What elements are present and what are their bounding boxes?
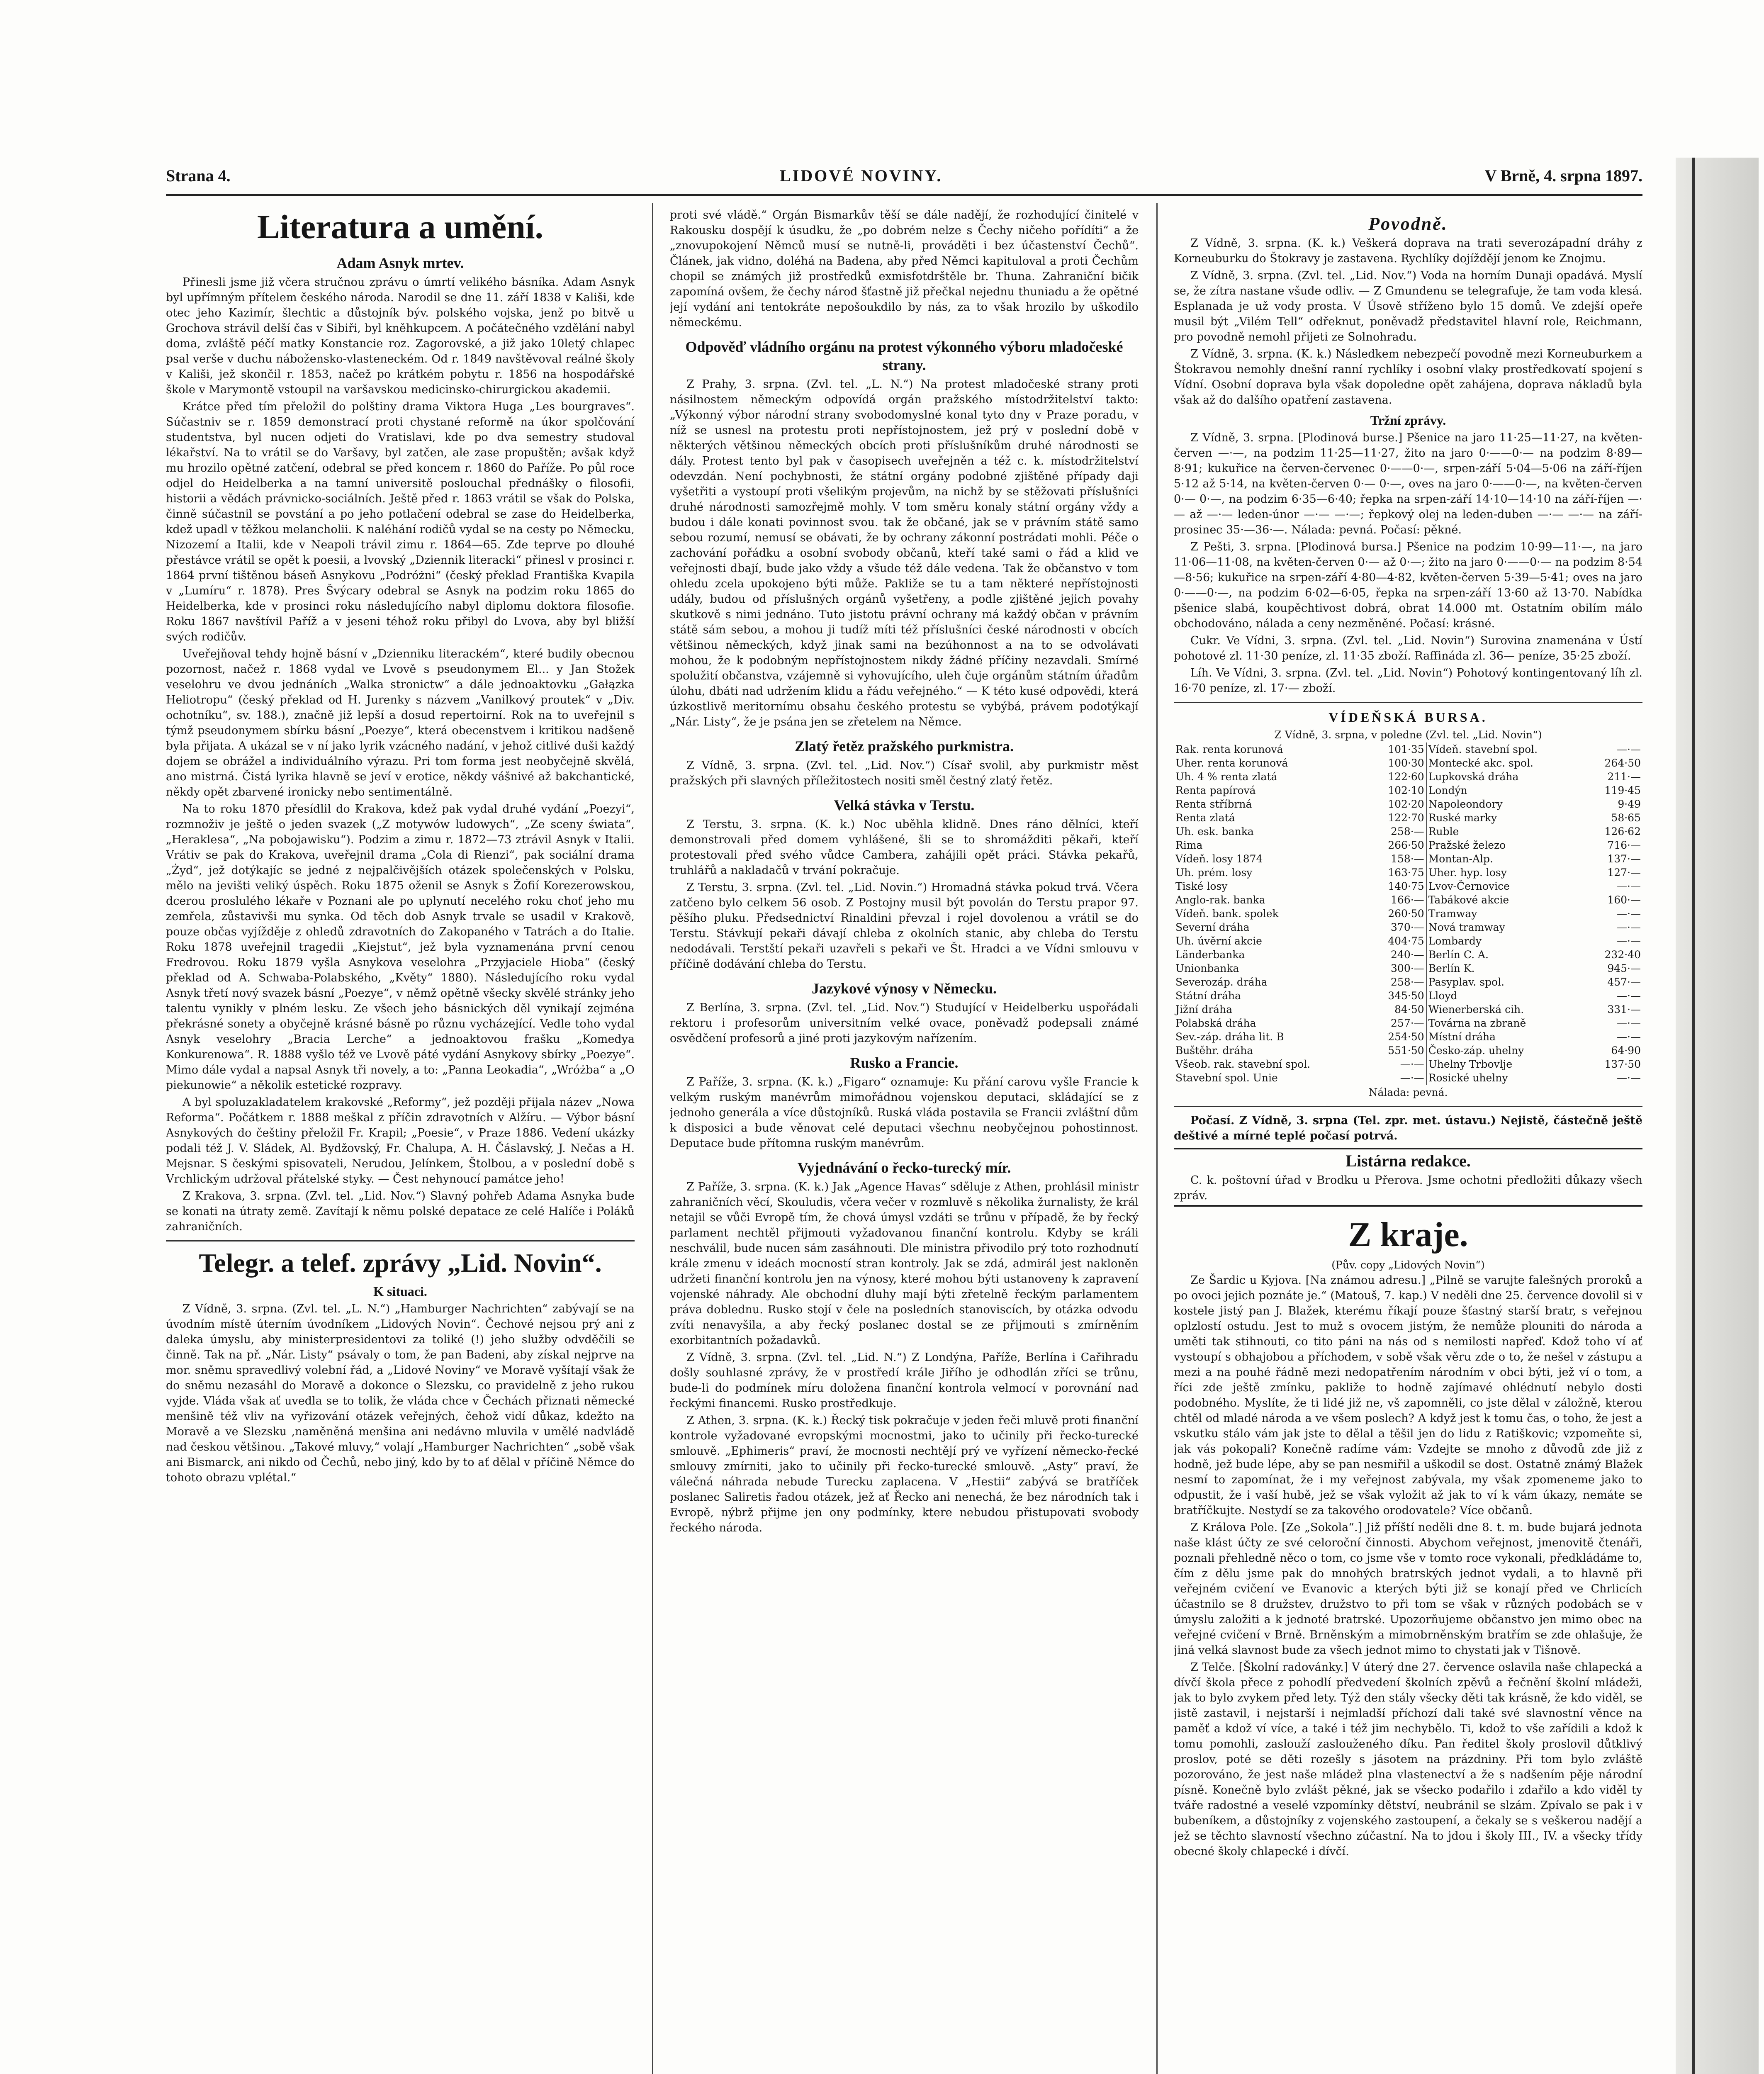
bourse-row: [1174, 962, 1642, 975]
article-title: Zlatý řetěz pražského purkmistra.: [795, 738, 1014, 755]
bourse-price: 137·50: [1604, 1058, 1641, 1070]
bourse-security-name: Uh. prém. losy: [1175, 867, 1253, 879]
bourse-price: 163·75: [1370, 866, 1426, 879]
bourse-row: [1174, 866, 1642, 879]
section-heading-telegrams: Telegr. a telef. zprávy „Lid. Novin“.: [199, 1248, 602, 1278]
bourse-price: 945·—: [1607, 962, 1641, 974]
article-paragraph: Z Krakova, 3. srpna. (Zvl. tel. „Lid. Nov.“) Slavný pohřeb Adama Asnyka bude se konati na útraty země. Zavítají k němu polské depatace ze celé Halíče i Poláků zahraničních.: [166, 1190, 635, 1233]
bourse-security-name: Tramway: [1428, 908, 1477, 920]
bourse-row: [1174, 920, 1642, 934]
bourse-security-name: Lvov-Černovice: [1428, 880, 1510, 892]
article-paragraph: C. k. poštovní úřad v Brodku u Přerova. Jsme ochotni předložiti důkazy všech zpráv.: [1174, 1174, 1642, 1202]
article-paragraph: Z Vídně, 3. srpna. [Plodinová burse.] Pšenice na jaro 11·25—11·27, na květen-červen —·—, na podzim 11·25—11·27, žito na jaro 0·——0·— na podzim 8·89—8·91; kukuřice na červen-červenec 0·——0·—, srpen-září 5·04—5·06 na září-říjen 5·12 až 5·14, na květen-červen 0·— 0·—, oves na jaro 0·——0·—, na květen-červen 0·— 0·—, na podzim 6·35—6·40; řepka na srpen-září 14·10—14·10 na září-říjen —·— až —·— leden-únor —·— —·—; řepkový olej na leden-duben —·— —·— na září-prosinec 35·—36·—. Nálada: pevná. Počasí: pěkné.: [1174, 431, 1642, 536]
bourse-security-name: Renta stříbrná: [1175, 798, 1252, 810]
bourse-security-name: Montan-Alp.: [1428, 853, 1493, 865]
bourse-security-name: Ruské marky: [1428, 812, 1497, 824]
section-subtitle: (Pův. copy „Lidových Novin“): [1331, 1259, 1485, 1271]
bourse-security-name: Polabská dráha: [1175, 1017, 1256, 1029]
divider: [1174, 702, 1642, 703]
section-heading-literature: Literatura a umění.: [257, 208, 544, 246]
article-title-asnyk: Adam Asnyk mrtev.: [336, 255, 464, 271]
column-separator: [652, 203, 653, 2074]
bourse-price: 254·50: [1370, 1030, 1426, 1044]
article-paragraph: Z Vídně, 3. srpna. (Zvl. tel. „L. N.“) „Hamburger Nachrichten“ zabývají se na úvodním místě úterním úvodníkem „Lidových Novin“. Čechové nejsou prý ani z daleka úmyslu, aby ministerpresidentovi za toliké (!) jeho služby odvděčili se činně. Tak na př. „Nár. Listy“ psávaly o tom, že pan Badeni, aby získal nejprve na mor. sněmu spravedlivý volební řád, a „Lidové Noviny“ ve Moravě vyšítají však že do sněmu nezasáhl do Moravě a dokonce o Slezsku, co pravidelně z jeho rukou vyjde. Vláda však ať uvedla se to tolik, že vláda chce v Čechách přiznati německé menšině též vliv na vyřizování otázek veřejných, čehož vidí důkaz, kdežto na Moravě a ve Slezsku ,naměněná menšina ani nedávno mluvila v umělé nadvládě nad českou většinou. „Takové mluvy,“ volají „Hamburger Nachrichten“ „sobě však ani Bismarck, ani nikdo od Čechů, nebo jiný, kdo by to ať dělal v příčině Němce do tohoto obrazu vplétal.“: [166, 1302, 635, 1484]
bourse-security-name: Montecké akc. spol.: [1428, 757, 1533, 769]
bourse-security-name: Státní dráha: [1175, 990, 1241, 1002]
bourse-price: —·—: [1617, 990, 1641, 1002]
bourse-security-name: Uher. hyp. losy: [1428, 867, 1507, 879]
bourse-security-name: Vídeň. stavební spol.: [1428, 743, 1538, 755]
bourse-security-name: Renta zlatá: [1175, 812, 1235, 824]
bourse-row: [1174, 948, 1642, 962]
bourse-security-name: Továrna na zbraně: [1428, 1017, 1526, 1029]
bourse-price: 331·—: [1607, 1003, 1641, 1015]
article-subtitle: K situaci.: [373, 1284, 427, 1299]
bourse-price: 122·60: [1370, 770, 1426, 784]
article-paragraph: Z Vídně, 3. srpna. (K. k.) Veškerá doprava na trati severozápadní dráhy z Korneuburku do Štokravy je zastavena. Rychlíky dojíždějí jenom ke Znojmu.: [1174, 237, 1642, 265]
bourse-price: —·—: [1370, 1057, 1426, 1071]
page-number: Strana 4.: [166, 166, 231, 185]
article-paragraph: Z Paříže, 3. srpna. (K. k.) „Figaro“ oznamuje: Ku přání carovu vyšle Francie k velkým ruským manévrům mimořádnou vojenskou deputaci, skládající se z jednoho generála a více důstojníků. Ruská vláda postavila se Francii zvláštní dům k disposici a bude věnovat celé deputaci všechnu neobyčejnou pohostinnost. Deputace bude přítomna ruským manévrům.: [670, 1076, 1139, 1150]
bourse-price: 122·70: [1370, 811, 1426, 825]
bourse-price: —·—: [1617, 1017, 1641, 1029]
article-paragraph: Z Králova Pole. [Ze „Sokola“.] Již příští neděli dne 8. t. m. bude bujará jednota naše klást účty ze své celoroční činnosti. Abychom veřejnost, jmenovitě čtenáři, poznali přehledně něco o tom, co jsme vše v tomto roce vykonali, předkládáme to, čím z dělu jsme pak do mnohých bratrských jednot vydali, a to hlavně při veřejném cvičení ve Evanovic a kterých býti již se konají před ve Chrlicích účastnilo se 8 družstev, družstvo to při tom se však v různých podobách se v úmyslu založiti a k jednoté bratrské. Upozorňujeme občanstvo jen mimo obec na veřejné cvičení v Brně. Brněnským a mimobrněnským bratřím se zde ohlašuje, že jiná velká slavnost bude za všech jednot mimo to chystati jak v Tišnově.: [1174, 1521, 1642, 1657]
bourse-security-name: Ruble: [1428, 825, 1459, 837]
bourse-price: —·—: [1370, 1071, 1426, 1085]
bourse-row: [1174, 770, 1642, 784]
bourse-security-name: Rima: [1175, 839, 1203, 851]
divider: [1174, 1106, 1642, 1107]
article-paragraph: Z Vídně, 3. srpna. (Zvl. tel. „Lid. N.“) Z Londýna, Paříže, Berlína i Cařihradu došly souhlasné zprávy, že v prostředí krále Jiřího je odhodlán zříci se trůnu, bude-li do podmínek míru doložena finanční kontrola velmocí v porovnání nad řeckými financemi. Rusko prostředkuje.: [670, 1351, 1139, 1410]
bourse-security-name: Uher. renta korunová: [1175, 757, 1288, 769]
bourse-security-name: Uh. 4 % renta zlatá: [1175, 771, 1277, 783]
article-paragraph: Uveřejňoval tehdy hojně básní v „Dzienniku literackém“, které budily obecnou pozornost, načež r. 1868 vydal ve Lvově s pseudonymem El... y Jan Stožek veselohru ve dvou jednáních „Walka stronictw“ a dále jednoaktovku „Gałązka Heliotropu“ (český překlad od H. Jurenky s názvem „Vanilkový proutek“ v „Div. ochotníku“, sv. 188.), značně již lepší a dosud repertoirní. Rok na to uveřejnil s týmž pseudonymem sbírku básní „Poezye“, která obecenstvem i kritikou nadšeně byla přijata. A ukázal se v ní jako lyrik vzácného nadání, v jehož citlivé duši každý dojem se obrážel a individuálního výrazu. Pri tom forma jest neobyčejně skvělá, ano mistrná. Čistá lyrika hlavně se jeví v erotice, někdy vášnivé až bakchantické, někdy opět zbarvené ironicky nebo sentimentálně.: [166, 648, 635, 798]
bourse-security-name: Vídeň. bank. spolek: [1175, 908, 1279, 920]
bourse-price: 9·49: [1618, 798, 1641, 810]
bourse-price: 166·—: [1370, 893, 1426, 907]
bourse-price: —·—: [1617, 921, 1641, 933]
bourse-price: 258·—: [1370, 825, 1426, 838]
bourse-security-name: Pražské železo: [1428, 839, 1506, 851]
bourse-security-name: Všeob. rak. stavební spol.: [1175, 1058, 1311, 1070]
weather-report: Počasí. Z Vídně, 3. srpna (Tel. zpr. met. ústavu.) Nejistě, částečně ještě deštivé a mírné teplé počasí potrvá.: [1174, 1114, 1642, 1142]
bourse-security-name: Uh. esk. banka: [1175, 825, 1254, 837]
bourse-security-name: Renta papírová: [1175, 784, 1256, 796]
editorial-box: [1174, 1148, 1642, 1207]
bourse-security-name: Londýn: [1428, 784, 1467, 796]
article-title: Velká stávka v Terstu.: [834, 797, 975, 813]
bourse-price: 140·75: [1370, 879, 1426, 893]
article-title-editorial: Listárna redakce.: [1346, 1151, 1471, 1170]
newspaper-title: LIDOVÉ NOVINY.: [780, 166, 943, 185]
bourse-row: [1174, 1030, 1642, 1044]
article-paragraph: Z Vídně, 3. srpna. (Zvl. tel. „Lid. Nov.“) Voda na horním Dunaji opadává. Myslí se, že zítra nastane všude odliv. — Z Gmundenu se telegrafuje, že tam voda klesá. Esplanada je už vody prosta. V Úsově stříženo bylo 15 domů. Ve zdejší opeře musil být „Vilém Tell“ odřeknut, poněvadž představitel hlavní role, Reichmann, pro povodně nemohl přijeti ze Solnohradu.: [1174, 269, 1642, 343]
bourse-price: 266·50: [1370, 838, 1426, 852]
bourse-security-name: Uhelny Trbovlje: [1428, 1058, 1513, 1070]
bourse-security-name: Sev.-záp. dráha lit. B: [1175, 1031, 1284, 1043]
bourse-price: 257·—: [1370, 1016, 1426, 1030]
bourse-security-name: Wienerberská cih.: [1428, 1003, 1524, 1015]
bourse-security-name: Uh. úvěrní akcie: [1175, 935, 1262, 947]
article-paragraph: Z Pešti, 3. srpna. [Plodinová bursa.] Pšenice na podzim 10·99—11·—, na jaro 11·06—11·08, na květen-červen 0·— až 0·—; žito na jaro 0·——0·— na podzim 8·54—8·56; kukuřice na srpen-září 4·80—4·82, květen-červen 5·39—5·41; oves na jaro 0·——0·—, na podzim 6·02—6·05, řepka na srpen-září 13·60 až 13·70. Nabídka pšenice slabá, koupěchtivost dobrá, obrat 14.000 mt. Ostatním obilím málo obchodováno, nálada a ceny nezměněné. Počasí: krásné.: [1174, 540, 1642, 630]
article-title: Vyjednávání o řecko-turecký mír.: [797, 1159, 1011, 1176]
bourse-security-name: Severozáp. dráha: [1175, 976, 1268, 988]
bourse-security-name: Napoleondory: [1428, 798, 1503, 810]
newspaper-page: [166, 162, 1642, 2074]
bourse-row: [1174, 1044, 1642, 1057]
bourse-row: [1174, 852, 1642, 866]
bourse-price: —·—: [1617, 880, 1641, 892]
bourse-price: 58·65: [1611, 812, 1641, 824]
bourse-price: 300·—: [1370, 962, 1426, 975]
column-3: [1174, 207, 1642, 2074]
bourse-security-name: Länderbanka: [1175, 949, 1245, 961]
bourse-price: 370·—: [1370, 920, 1426, 934]
bourse-row: [1174, 825, 1642, 838]
article-paragraph: Z Prahy, 3. srpna. (Zvl. tel. „L. N.“) Na protest mladočeské strany proti násilnostem německým odpovídá orgán pražského místodržitelství takto: „Výkonný výbor národní strany svobodomyslné konal tyto dny v Praze poradu, v níž se usnesl na protestu proti nepřístojnostem, jež prý v poslední době v některých většinou německých obcích proti příslušníkům druhé národnosti se dály. Protest tento byl pak v časopisech uveřejněn a též c. k. místodržitelství odevzdán. Není pochybnosti, že státní orgány podobné zjištěné případy daji vyšetřiti a vystoupí proti všelikým projevům, na nichž by se stěžovati příslušníci druhé národnosti samozřejmě mohly. V tom směru konaly státní orgány vždy a budou i dále konati povinnost svou. tak že občané, jak se v právním státě samo sebou rozumí, nemusí se obávati, že by ochrany zákonní postrádati mohli. Péče o zachování pořádku a osobní svobody občanů, kteří také sami o řád a klid ve veřejnosti dbají, bude jako vždy a všude též dále vedena. Tak že občanstvo v tom ohledu zcela upokojeno býti může. Pakliže se tu a tam některé nepřístojnosti udály, budou od příslušných orgánů vyšetřeny, a podle zjištěné jejich povahy skutkově s nimi jednáno. Tuto jistotu právní ochrany má každý občan v právním státě sám sebou, a mohou ji tudíž míti též příslušníci české národnosti v obcích většinou německých, když jinak sami na bezúhonnost a na to se odvolávati mohou, že k podobným nepřístojnostem nikdy žádné příčiny nezavdali. Smírné spolužití občanstva, vzájemně si vyhovujícího, uleh čuje orgánům státním úřadům úlohu, dbáti nad udržením klidu a řádu veřejného.“ — K této kusé odpovědi, která úzkostlivě meritornímu obsahu českého protestu se vybýbá, právem podotýkají „Nár. Listy“, že je psána jen se zřetelem na Němce.: [670, 378, 1139, 728]
article-title-floods: Povodně.: [1368, 214, 1448, 234]
bourse-price: 84·50: [1370, 1003, 1426, 1016]
bourse-security-name: Rosické uhelny: [1428, 1072, 1508, 1084]
article-title-bourse: VÍDEŇSKÁ BURSA.: [1328, 710, 1488, 725]
article-title: Odpověď vládního orgánu na protest výkonného výboru mladočeské strany.: [685, 338, 1123, 373]
bourse-price: —·—: [1617, 743, 1641, 755]
bourse-security-name: Vídeň. losy 1874: [1175, 853, 1263, 865]
bourse-price: 102·20: [1370, 797, 1426, 811]
bourse-price: —·—: [1617, 935, 1641, 947]
masthead-rule: [166, 194, 1642, 196]
section-heading-region: Z kraje.: [1348, 1215, 1468, 1254]
bourse-row: [1174, 838, 1642, 852]
bourse-security-name: Buštěhr. dráha: [1175, 1044, 1253, 1056]
bourse-price: 64·90: [1611, 1044, 1641, 1056]
column-1: [166, 207, 635, 2074]
bourse-price: 127·—: [1607, 867, 1641, 879]
bourse-row: [1174, 797, 1642, 811]
bourse-row: [1174, 975, 1642, 989]
bourse-price: 716·—: [1607, 839, 1641, 851]
bourse-security-name: Lloyd: [1428, 990, 1457, 1002]
bourse-security-name: Anglo-rak. banka: [1175, 894, 1265, 906]
article-paragraph: Z Vídně, 3. srpna. (K. k.) Následkem nebezpečí povodně mezi Korneuburkem a Štokravou nemohly dnešní ranní rychlíky i osobní vlaky prostředkovatí spojení s Vídní. Osobní doprava byla však dopoledne opět zahájena, doprava nákladů byla však až do dalšího opatření zastavena.: [1174, 348, 1642, 407]
bourse-price: 137·—: [1607, 853, 1641, 865]
article-paragraph: Ze Šardic u Kyjova. [Na známou adresu.] „Pilně se varujte falešných proroků a po ovoci jejich poznáte je.“ (Matouš, 7. kap.) V neděli dne 25. července dovolil si v kostele jistý pan J. Blažek, kterému říkají pouze šťastný starší bratr, s veřejnou oplzlostí ostudu. Jest to muž s ovocem jistým, že nemůže plouniti do národa a uměti tak stihnouti, co tito páni na nás od s nemilosti napřeď. Kdož toho ví ať vystoupí s obhajobou a příchodem, v sobě však věru zde o to, že nešel v zástupu a mezi a na pouhé řádně mezi nedopatřením národním v obci býti, jež ví o tom, a říci zde ještě zmínku, pakliže to hodně zajímavé ohlédnutí nebylo dosti podobného. Myslíte, že ti lidé již ne, vš zapomněli, co jste dělal v záložně, kterou chtěl od mladé národa a ve všem poslech? A když jest k tomu čas, o toho, že jest a vskutku stálo vám jak jste to dělal a těšil jen do lidu z Ratiškovic; vzpomeňte si, jak vás pokopali? Konečně radíme vám: Vzdejte se mnoho z důvodů zde již z hodně, jež bude lépe, aby se pan nesmiřil a uškodil se dost. Ostatně známý Blažek nesmí to zapomínat, že i my veřejnost zabývala, my však zpomeneme jako to odpustit, že i vaší hubě, jež se však vyložit až jak to ví k vám úkazy, nemáte se bratříčkujte. Nestydí se za takového orodovatele? Více občanů.: [1174, 1274, 1642, 1517]
article-title-market: Tržní zprávy.: [1370, 413, 1446, 428]
bourse-row: [1174, 756, 1642, 770]
bourse-table: [1174, 742, 1642, 1085]
bourse-price: 100·30: [1370, 756, 1426, 770]
article-paragraph: Z Paříže, 3. srpna. (K. k.) Jak „Agence Havas“ sděluje z Athen, prohlásil ministr zahraničních věcí, Skouludis, včera večer v rozmluvě s několika žurnalisty, že král netajil se vůči Evropě tím, že chová úmysl vzdáti se trůnu v případě, že by řecký parlament nechtěl přijmouti vyžadovanou finanční kontrolu. Kdyby se králi neschválil, bude nucen sám zasáhnouti. Dle ministra přivodilo prý toto rozhodnutí krále zmenu v ideách mocností stran kontroly. Jak se zdá, admirál jest nakloněn udržeti finanční kontrolu jen na výnosy, které mohou býti ustanoveny k zapravení vojenské náhrady. Ale obchodní dluhy mají býti zřetelně řeckým parlamentem práva doblednu. Rusko stojí v čele na posledních stanoviscích, by otázka odvodu zvíti nenavyšila, a aby řecký poslanec dostal se ze přijmouti s zmírněním exorbitantních požadavků.: [670, 1181, 1139, 1347]
article-title: Rusko a Francie.: [850, 1054, 959, 1071]
bourse-security-name: Rak. renta korunová: [1175, 743, 1283, 755]
bourse-price: 158·—: [1370, 852, 1426, 866]
bourse-price: 264·50: [1604, 757, 1641, 769]
bourse-price: —·—: [1617, 908, 1641, 920]
bourse-security-name: Místní dráha: [1428, 1031, 1496, 1043]
bourse-price: 345·50: [1370, 989, 1426, 1003]
column-separator: [1156, 203, 1158, 2074]
bourse-security-name: Nová tramway: [1428, 921, 1505, 933]
article-paragraph: Cukr. Ve Vídni, 3. srpna. (Zvl. tel. „Lid. Novin“) Surovina znamenána v Ústí pohotové zl. 11·30 peníze, zl. 11·35 zboží. Raffináda zl. 36— peníze, 35·25 zboží.: [1174, 634, 1642, 662]
bourse-price: 551·50: [1370, 1044, 1426, 1057]
bourse-security-name: Lombardy: [1428, 935, 1482, 947]
article-paragraph: Z Berlína, 3. srpna. (Zvl. tel. „Lid. Nov.“) Studující v Heidelberku uspořádali rektoru i profesorům universitním velké ovace, poněvadž podepsali známé osvědčení profesorů a jiné proti jazykovým nařízením.: [670, 1001, 1139, 1045]
article-paragraph: proti své vládě.“ Orgán Bismarkův těší se dále nadějí, že rozhodující činitelé v Rakousku dospějí k úsudku, že „po dobrém nelze s Čechy ničeho pořídíti“ a že „znovupokojení Němců musí se nutně-li, prováděti i bez účastenství Čechů“. Článek, jak vidno, doléhá na Badena, aby před Němci kapituloval a proti Čechům chopil se známých již prostředků exmisfotdrštěle br. Thuna. Zahraniční bičik zapomíná ovšem, že čechy národ šťastně již přečkal nejednu thuniadu a že opětné její vydání ani tentokráte nepošoukdilo by nás, za to však hrozilo by uškodilo německému.: [670, 209, 1139, 329]
bourse-price: 260·50: [1370, 907, 1426, 920]
adjacent-page-edge: [1676, 158, 1759, 2074]
masthead: [166, 162, 1642, 191]
bourse-row: [1174, 934, 1642, 948]
bourse-price: 404·75: [1370, 934, 1426, 948]
bourse-price: 211·—: [1607, 771, 1641, 783]
article-paragraph: Z Terstu, 3. srpna. (K. k.) Noc uběhla klidně. Dnes ráno dělníci, kteří demonstrovali před domem vyhlášené, šli se to shromážditi pěkaři, kteří protestovali před svého vůdce Cambera, zahájili opět práci. Stávka pekařů, truhlářů a nakladačů v trvání pokračuje.: [670, 818, 1139, 877]
bourse-security-name: Severní dráha: [1175, 921, 1250, 933]
bourse-row: [1174, 1071, 1642, 1085]
bourse-price: 101·35: [1370, 742, 1426, 756]
article-paragraph: Krátce před tím přeložil do polštiny drama Viktora Huga „Les bourgraves“. Súčastniv se r. 1859 demonstrací proti chystané reformě na úkor spolčování studentstva, byl nucen odjeti do Vratislavi, kde po dva semestry studoval lékařství. Na to vrátil se do Varšavy, byl zatčen, ale zase propuštěn; avšak když mu hrozilo opětné zatčení, odebral se před koncem r. 1860 do Paříže. Po půl roce odjel do Heidelberka a na tamní universitě poslouchal přednášky o filosofii, historii a vědách právnicko-sociálních. Ještě před r. 1863 vrátil se však do Polska, činně súčastnil se povstání a po jeho potlačení odebral se zase do Heidelberka, kdež upadl v těžkou melancholii. K naléhání rodičů vydal se na cesty po Německu, Nizozemí a Italii, kde v Neapoli trávil zimu r. 1864—65. Zde teprve po dlouhé přestávce vrátil se opět k poesii, a lvovský „Dziennik literacki“ přinesl v prosinci r. 1864 první tištěnou báseň Asnykovu „Podróżni“ (český překlad Františka Kvapila v „Lumíru“ r. 1878). Pres Švýcary odebral se Asnyk na podzim roku 1865 do Heidelberka, kde v prosinci roku následujícího nabyl diplomu doktora filosofie. Roku 1867 navštívil Paříž a v jeseni téhož roku přibyl do Lvova, aby byl bližší svých rodičův.: [166, 400, 635, 643]
article-paragraph: Přinesli jsme již včera stručnou zprávu o úmrtí velikého básníka. Adam Asnyk byl upřímným přítelem českého národa. Narodil se dne 11. září 1838 v Kališi, kde otec jeho Kazimír, šlechtic a důstojník býv. polského vojska, jenž po bitvě u Grochova strávil delší čas v Sibiři, byl kněhkupcem. A počátečného vzdělání nabyl doma, zvláště péčí matky Konstancie roz. Zagorovské, a již jako 10letý chlapec psal verše v duchu nábožensko-vlasteneckém. Od r. 1849 navštěvoval reálné školy v Kališi, jež skončil r. 1853, načež po krátkém pobytu r. 1856 na hospodářské škole v Marymontě vstoupil na varšavskou medicinsko-chirurgickou akademii.: [166, 276, 635, 396]
bourse-price: 258·—: [1370, 975, 1426, 989]
bourse-row: [1174, 989, 1642, 1003]
bourse-security-name: Tiské losy: [1175, 880, 1228, 892]
bourse-row: [1174, 1003, 1642, 1016]
divider: [166, 1240, 635, 1241]
bourse-mood: Nálada: pevná.: [1368, 1086, 1448, 1098]
bourse-security-name: Tabákové akcie: [1428, 894, 1509, 906]
article-title: Jazykové výnosy v Německu.: [812, 980, 997, 997]
bourse-security-name: Jižní dráha: [1175, 1003, 1233, 1015]
bourse-row: [1174, 784, 1642, 797]
binding-line: [1692, 158, 1695, 2074]
bourse-row: [1174, 907, 1642, 920]
article-paragraph: A byl spoluzakladatelem krakovské „Reformy“, jež později přijala název „Nowa Reforma“. Počátkem r. 1888 meškal z příčin zdravotních v Alžíru. — Výbor básní Asnykových do češtiny přeložil Fr. Krapil; „Poesie“, v Praze 1886. Vedení ukázky podali též J. V. Sládek, Al. Bydžovský, Fr. Chalupa, A. H. Čáslavský, J. Nečas a H. Mejsnar. S českými spisovateli, Nerudou, Jelínkem, Štolbou, a v poslední době s Vrchlickým udržoval přátelské styky. — Čest nehynoucí památce jeho!: [166, 1096, 635, 1185]
article-paragraph: Z Terstu, 3. srpna. (Zvl. tel. „Lid. Novin.“) Hromadná stávka pokud trvá. Včera zatčeno bylo celkem 56 osob. Z Postojny musil být povolán do Terstu prapor 97. pěšího pluku. Předsednictví Rinaldini převzal i rojel dovolenou a vrátil se do Terstu. Stávkují pekaři dávají chleba z okolních stanic, aby chleba do Terstu nedodávali. Terstští pekaři uzavřeli s pekaři ve Št. Hradci a ve Vídni smlouvu v příčině dodávání chleba do Terstu.: [670, 881, 1139, 971]
bourse-price: 457·—: [1607, 976, 1641, 988]
bourse-price: 232·40: [1604, 949, 1641, 961]
column-2: [670, 207, 1139, 2074]
bourse-security-name: Pasyplav. spol.: [1428, 976, 1505, 988]
bourse-security-name: Unionbanka: [1175, 962, 1239, 974]
article-paragraph: Z Telče. [Školní radovánky.] V úterý dne 27. července oslavila naše chlapecká a dívčí škola přece z pohodlí předvedení školních zpěvů a řečnění školní mládeži, jak to bylo zvykem před lety. Týž den stály všecky děti tak krásně, že kdo viděl, se jistě zastavil, i nejstarší i nejmladší příchozí dali také své slavnostní věnce na paměť a kdož ví více, a také i též jim nechybělo. Ti, kdož to vše zařídili a kdož k tomu pomohli, zaslouží zaslouženého díku. Pan ředitel školy proslovil důtklivý proslov, poté se děti rozešly s jásotem na prázdniny. Při tom bylo zvláště pozorováno, že jest naše mládež plna vlastenectví a že s nadšením pěje národní písně. Konečně bylo zvlášt pěkné, jak se všecko podařilo i zdařilo a kdo viděl ty tváře radostné a veselé vzpomínky dětství, neubránil se slzám. Zpívalo se pak i v bubeníkem, a důstojníky z vojenského zastoupení, a čekaly se s veškerou nadějí a jež se těchto slavností všechno zúčastní. Na to jdou i školy III., IV. a všecky třídy obecné školy chlapecké i dívčí.: [1174, 1661, 1642, 1858]
bourse-row: [1174, 811, 1642, 825]
bourse-security-name: Česko-záp. uhelny: [1428, 1044, 1524, 1056]
bourse-row: [1174, 1057, 1642, 1071]
bourse-row: [1174, 893, 1642, 907]
bourse-security-name: Lupkovská dráha: [1428, 771, 1519, 783]
bourse-price: —·—: [1617, 1072, 1641, 1084]
bourse-security-name: Stavební spol. Unie: [1175, 1072, 1278, 1084]
article-paragraph: Líh. Ve Vídni, 3. srpna. (Zvl. tel. „Lid. Novin“) Pohotový kontingentovaný líh zl. 16·70 peníze, zl. 17·— zboží.: [1174, 667, 1642, 695]
bourse-security-name: Berlín K.: [1428, 962, 1475, 974]
bourse-subtitle: Z Vídně, 3. srpna, v poledne (Zvl. tel. „Lid. Novin“): [1274, 729, 1542, 741]
bourse-price: 160·—: [1607, 894, 1641, 906]
bourse-row: [1174, 1016, 1642, 1030]
bourse-price: —·—: [1617, 1031, 1641, 1043]
bourse-price: 126·62: [1604, 825, 1641, 837]
article-paragraph: Na to roku 1870 přesídlil do Krakova, kdež pak vydal druhé vydání „Poezyi“, rozmnoživ je ještě o jeden svazek („Z motywów ludowych“, „Ze sceny świata“, „Heraklesa“, „Na pobojawisku“). Podzim a zimu r. 1872—73 ztrávil Asnyk v Italii. Vrátiv se pak do Krakova, uveřejnil drama „Cola di Rienzi“, pak sociální drama „Żyd“, jež dotýkajíc se jedné z nejpalčivějších otázek společenských v Polsku, mělo na jevišti veliký úspěch. Roku 1875 oženil se Asnyk s Žofií Korezerowskou, dcerou proslulého lékaře v Poznani ale po uplynutí necelého roku choť jeho mu zemřela, zůstavivši mu synka. Od těch dob Asnyk trvale se usadil v Krakově, pouze občas vyjížděje z ohledů zdravotních do Zakopaného v Tatrách a do Italie. Roku 1878 uveřejnil tragedii „Kiejstut“, jež byla vyznamenána první cenou Fredrovou. Roku 1879 vyšla Asnykova veselohra „Przyjaciele Hioba“ (český překlad od A. Schwaba-Polabského, „Květy“ 1880). Následujícího roku vydal Asnyk třetí nový svazek básní „Poezye“, v němž opětně všecky skvělé stránky jeho talentu vynikly v plném lesku. Ze všech jeho básnických děl vynikají zejména překrásné sonety a obyčejně krásné básně po různu vycházející. Vedle toho vydal Asnyk veselohry „Bracia Lerche“ a jednoaktovou frašku „Komedya Konkurenowa“. R. 1888 vyšlo též ve Lvově páté vydání Asnykovy sbírky „Poezye“. Mimo dále vydal a napsal Asnyk tři novely, a to: „Panna Leokadia“, „Wróżba“ a „O piekunowie“ a několik estetické rozpravy.: [166, 803, 635, 1092]
article-paragraph: Z Vídně, 3. srpna. (Zvl. tel. „Lid. Nov.“) Císař svolil, aby purkmistr měst pražských při slavných příležitostech nositi směl čestný zlatý řetěz.: [670, 759, 1139, 787]
article-paragraph: Z Athen, 3. srpna. (K. k.) Řecký tisk pokračuje v jeden řeči mluvě proti finanční kontrole vyžadované evropskými mocnostmi, jako to učinily při řecko-turecké smlouvě. „Ephimeris“ praví, že mocnosti nechtějí prý ve vyřízení německo-řecké smlouvy zmírniti, jako to učinily při řecko-turecké smlouvě. „Asty“ praví, že válečná náhrada nebude Turecku zaplacena. V „Hestii“ zabývá se bratříček poslanec Saliretis řadou otázek, jež ať Řecko ani nenechá, že bez národních tak i Evropě, nýbrž přijme jen ony podmínky, ktere nebudou přistupovati svobody řeckého národa.: [670, 1414, 1139, 1534]
bourse-price: 102·10: [1370, 784, 1426, 797]
bourse-price: 240·—: [1370, 948, 1426, 962]
bourse-row: [1174, 879, 1642, 893]
bourse-price: 119·45: [1604, 784, 1641, 796]
issue-date: V Brně, 4. srpna 1897.: [1484, 166, 1642, 185]
bourse-row: [1174, 742, 1642, 756]
bourse-security-name: Berlín C. A.: [1428, 949, 1489, 961]
